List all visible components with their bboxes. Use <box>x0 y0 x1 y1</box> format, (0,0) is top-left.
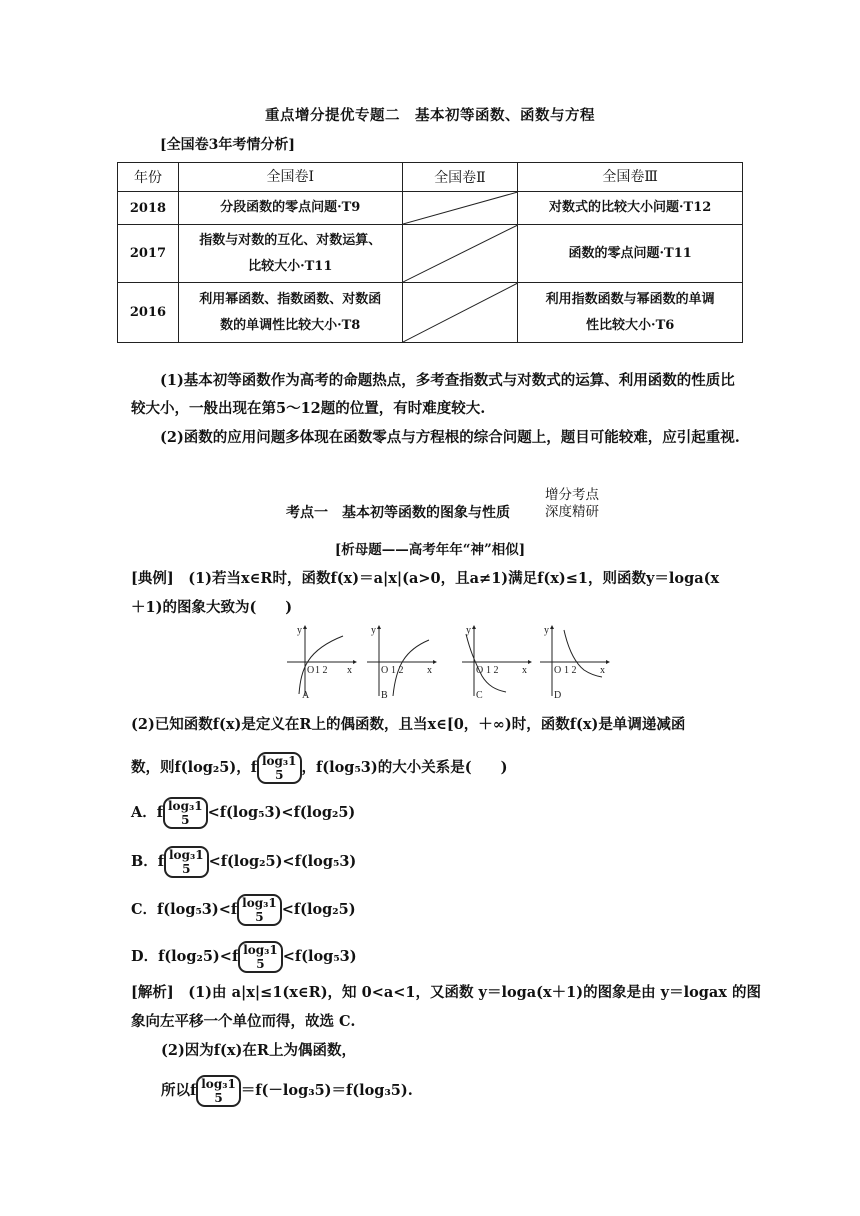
fraction-log3-1-5 <box>237 894 282 926</box>
option-a <box>131 797 355 829</box>
side-label-line: 增分考点 <box>545 487 599 503</box>
svg-text:y: y <box>466 625 471 636</box>
svg-text:1 2: 1 2 <box>391 665 404 676</box>
header-year: 年份 <box>118 163 179 192</box>
svg-text:B: B <box>381 690 388 700</box>
frac-bottom: 5 <box>256 957 265 971</box>
paper-2-empty-cell <box>402 192 518 225</box>
example-line-1: [典例] (1)若当x∈R时，函数f(x)＝a|x|(a>0，且a≠1)满足f(x)≤1，则函数y＝loga(x <box>131 570 720 587</box>
paper-3-cell <box>518 283 743 343</box>
cell-text: 利用指数函数与幂函数的单调 <box>545 291 715 307</box>
text-span: <f(log₂5) <box>281 901 356 918</box>
cell-text: 分段函数的零点问题·T9 <box>220 200 361 215</box>
fraction-log3-1-5 <box>238 941 283 973</box>
diagonal-line <box>403 192 518 224</box>
svg-text:A: A <box>302 690 310 700</box>
svg-text:x: x <box>522 665 527 676</box>
page-title: 重点增分提优专题二 基本初等函数、函数与方程 <box>265 107 595 124</box>
mother-problem-title: [析母题——高考年年“神”相似] <box>334 542 526 558</box>
svg-text:x: x <box>427 665 432 676</box>
year-cell: 2017 <box>118 225 179 283</box>
analysis-subheading: [全国卷3年考情分析] <box>160 137 295 153</box>
svg-text:x: x <box>600 665 605 676</box>
svg-text:1 2: 1 2 <box>486 665 499 676</box>
header-paper-1: 全国卷Ⅰ <box>178 163 402 192</box>
frac-bottom: 5 <box>275 768 284 782</box>
year-cell: 2016 <box>118 283 179 343</box>
option-b <box>131 846 356 878</box>
analysis-line-1: [解析] (1)由 a|x|≤1(x∈R)，知 0<a<1，又函数 y＝loga(x＋1)的图象是由 y＝logax 的图 <box>131 984 761 1001</box>
svg-text:O: O <box>381 665 389 676</box>
cell-text: 数的单调性比较大小·T8 <box>220 317 361 333</box>
fraction-log3-1-5 <box>196 1075 241 1107</box>
frac-top: log₃1 <box>168 799 203 813</box>
text-span: <f(log₂5)<f(log₅3) <box>208 853 357 870</box>
frac-top: log₃1 <box>243 943 278 957</box>
paper-2-empty-cell <box>402 283 518 343</box>
paper-2-empty-cell <box>402 225 518 283</box>
side-label-line: 深度精研 <box>545 504 599 520</box>
cell-text: 利用幂函数、指数函数、对数函 <box>199 291 382 307</box>
header-paper-3: 全国卷Ⅲ <box>518 163 743 192</box>
option-d <box>131 941 357 973</box>
table-row <box>118 283 743 343</box>
text-span: ＝f(－log₃5)＝f(log₃5). <box>240 1082 413 1099</box>
text-span: C．f(log₅3)<f <box>131 901 238 918</box>
text-span: B．f <box>131 853 164 870</box>
section-heading: 考点一 基本初等函数的图象与性质 <box>286 505 510 521</box>
frac-bottom: 5 <box>182 862 191 876</box>
svg-text:O: O <box>307 665 315 676</box>
graph-a <box>287 625 357 700</box>
table-header-row <box>118 163 743 192</box>
year-cell: 2018 <box>118 192 179 225</box>
text-span: A．f <box>131 804 163 821</box>
svg-text:y: y <box>297 625 302 636</box>
graph-b <box>367 625 437 700</box>
paper-1-cell <box>178 192 402 225</box>
fraction-log3-1-5 <box>257 752 302 784</box>
svg-text:D: D <box>554 690 562 700</box>
diagonal-line <box>403 283 518 342</box>
cell-text: 性比较大小·T6 <box>586 317 675 333</box>
text-span: ，f(log₅3)的大小关系是( ) <box>301 759 508 776</box>
svg-text:x: x <box>347 665 352 676</box>
fraction-log3-1-5 <box>164 846 209 878</box>
frac-top: log₃1 <box>201 1077 236 1091</box>
example-line-3: (2)已知函数f(x)是定义在R上的偶函数，且当x∈[0，＋∞)时，函数f(x)是单调递减函 <box>131 716 686 733</box>
frac-top: log₃1 <box>261 754 297 768</box>
paragraph-2: (2)函数的应用问题多体现在函数零点与方程根的综合问题上，题目可能较难，应引起重视. <box>160 429 740 446</box>
option-c <box>131 894 356 926</box>
example-line-4 <box>131 752 507 784</box>
frac-bottom: 5 <box>255 910 264 924</box>
analysis-line-4 <box>161 1075 413 1107</box>
svg-text:y: y <box>544 625 549 636</box>
paper-3-cell <box>518 192 743 225</box>
table-row <box>118 225 743 283</box>
exam-analysis-table <box>117 162 743 343</box>
paper-3-cell <box>518 225 743 283</box>
table-row <box>118 192 743 225</box>
graph-c <box>462 625 532 700</box>
graph-d <box>540 625 610 700</box>
frac-top: log₃1 <box>242 896 277 910</box>
frac-bottom: 5 <box>181 813 190 827</box>
text-span: <f(log₅3)<f(log₂5) <box>207 804 356 821</box>
cell-text: 比较大小·T11 <box>248 258 333 274</box>
diagonal-line <box>403 225 518 282</box>
paper-1-cell <box>178 283 402 343</box>
answer-graphs <box>285 624 615 700</box>
section-side-label <box>545 487 599 521</box>
svg-text:C: C <box>476 690 483 700</box>
cell-text: 指数与对数的互化、对数运算、 <box>199 232 382 248</box>
paragraph-1: (1)基本初等函数作为高考的命题热点，多考查指数式与对数式的运算、利用函数的性质比较大小，一般出现在第5～12题的位置，有时难度较大. <box>131 372 735 417</box>
svg-text:O: O <box>476 665 484 676</box>
frac-top: log₃1 <box>169 848 204 862</box>
text-span: D．f(log₂5)<f <box>131 948 239 965</box>
cell-text: 对数式的比较大小问题·T12 <box>549 200 712 215</box>
svg-text:1 2: 1 2 <box>315 665 328 676</box>
fraction-log3-1-5 <box>163 797 208 829</box>
analysis-line-2: 象向左平移一个单位而得，故选 C. <box>131 1013 356 1030</box>
svg-text:O: O <box>554 665 562 676</box>
svg-text:y: y <box>371 625 376 636</box>
paper-1-cell <box>178 225 402 283</box>
header-paper-2: 全国卷Ⅱ <box>402 163 518 192</box>
example-line-2: ＋1)的图象大致为( ) <box>131 599 293 616</box>
text-span: <f(log₅3) <box>282 948 357 965</box>
frac-bottom: 5 <box>214 1091 223 1105</box>
cell-text: 函数的零点问题·T11 <box>568 245 692 261</box>
svg-text:1 2: 1 2 <box>564 665 577 676</box>
text-span: 数，则f(log₂5)，f <box>131 759 257 776</box>
analysis-line-3: (2)因为f(x)在R上为偶函数， <box>161 1042 356 1059</box>
text-span: 所以f <box>161 1082 197 1099</box>
